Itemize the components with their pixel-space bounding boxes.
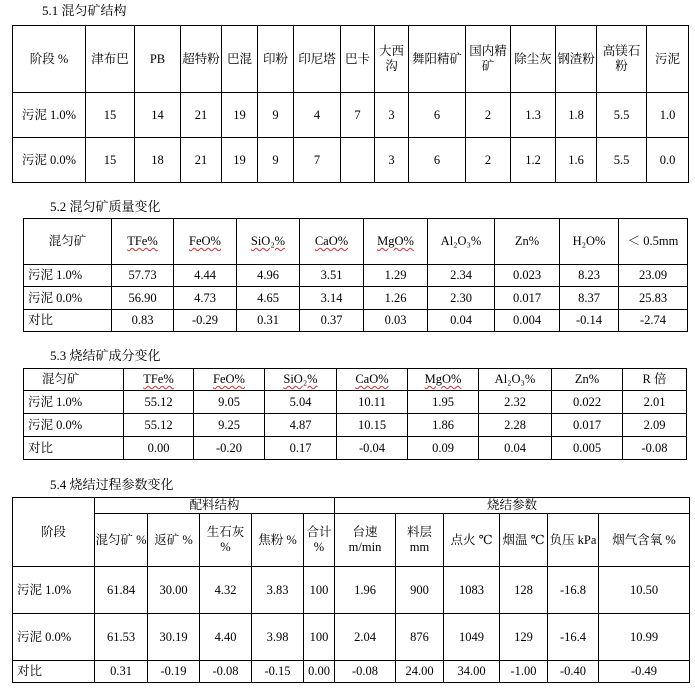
table-cell: -16.8	[548, 567, 599, 614]
header-cell: 合计 %	[304, 514, 335, 567]
header-cell: 阶段	[13, 498, 95, 567]
header-cell: 混匀矿 %	[95, 514, 148, 567]
section-title-5-4: 5.4 烧结过程参数变化	[50, 477, 174, 492]
header-cell: 巴混	[222, 26, 258, 93]
section-title-5-3: 5.3 烧结矿成分变化	[50, 348, 161, 363]
table-cell: -0.29	[174, 310, 237, 332]
table-blend-structure	[12, 25, 689, 183]
table-cell: 0.04	[428, 310, 495, 332]
row-label: 对比	[24, 437, 124, 460]
table-sinter-process	[12, 497, 690, 683]
table-cell: 2.34	[428, 265, 495, 287]
table-cell: 5.5	[597, 93, 647, 138]
header-cell: 印尼塔	[294, 26, 341, 93]
table-cell: 0.00	[304, 661, 335, 683]
table-row	[13, 614, 690, 661]
section-title-5-1: 5.1 混匀矿结构	[42, 3, 127, 18]
header-cell: SiO₂%	[237, 219, 300, 265]
table-cell: 2.04	[335, 614, 396, 661]
table-cell: 900	[396, 567, 444, 614]
table-row	[24, 287, 688, 310]
header-cell: 舞阳精矿	[409, 26, 466, 93]
table-cell: -0.19	[148, 661, 200, 683]
table-cell: 0.023	[495, 265, 560, 287]
table-cell: 18	[135, 138, 181, 183]
row-label: 污泥 0.0%	[13, 614, 95, 661]
header-cell: MgO%	[364, 219, 428, 265]
header-cell: 返矿 %	[148, 514, 200, 567]
table-cell: 0.005	[552, 437, 623, 460]
header-cell: 料层 mm	[396, 514, 444, 567]
table-cell: 0.17	[265, 437, 337, 460]
table-cell: 0.00	[124, 437, 194, 460]
table-cell: -1.00	[500, 661, 548, 683]
header-cell: 点火 ℃	[444, 514, 500, 567]
table-cell: 2.32	[479, 391, 552, 414]
header-cell: SiO₂%	[265, 369, 337, 391]
table-cell: 0.03	[364, 310, 428, 332]
header-cell: TFe%	[124, 369, 194, 391]
table-cell: 8.37	[560, 287, 619, 310]
table-header-row	[13, 26, 689, 93]
table-cell: 3.51	[300, 265, 364, 287]
header-cell: TFe%	[112, 219, 174, 265]
header-cell: 大西沟	[375, 26, 409, 93]
table-cell: 56.90	[112, 287, 174, 310]
header-cell: 负压 kPa	[548, 514, 599, 567]
table-cell: 0.37	[300, 310, 364, 332]
table-cell: -2.74	[619, 310, 688, 332]
table-cell: 9	[258, 93, 294, 138]
row-label: 污泥 1.0%	[13, 567, 95, 614]
header-cell: 烟气含氧 %	[599, 514, 690, 567]
table-cell: 0.31	[95, 661, 148, 683]
table-cell: 4.40	[200, 614, 252, 661]
table-row	[24, 437, 687, 460]
table-cell: 1.95	[408, 391, 479, 414]
table-cell: 19	[222, 138, 258, 183]
table-cell: 0.004	[495, 310, 560, 332]
table-cell: 1.2	[511, 138, 556, 183]
table-cell: 10.15	[337, 414, 408, 437]
table-cell: 8.23	[560, 265, 619, 287]
row-label: 对比	[24, 310, 112, 332]
table-cell: 61.53	[95, 614, 148, 661]
table-cell: 21	[181, 93, 222, 138]
table-cell: 0.0	[647, 138, 689, 183]
header-cell: PB	[135, 26, 181, 93]
table-cell: 19	[222, 93, 258, 138]
header-cell: MgO%	[408, 369, 479, 391]
table-cell: 128	[500, 567, 548, 614]
table-row	[24, 265, 688, 287]
table-cell: 1.96	[335, 567, 396, 614]
table-cell: -16.4	[548, 614, 599, 661]
table-cell: 30.19	[148, 614, 200, 661]
table-cell: 10.11	[337, 391, 408, 414]
table-cell: 9	[258, 138, 294, 183]
table-group-row	[13, 498, 690, 514]
header-cell: 烟温 ℃	[500, 514, 548, 567]
table-cell: 3	[375, 93, 409, 138]
table-cell: 5.5	[597, 138, 647, 183]
table-cell: 5.04	[265, 391, 337, 414]
table-header-row	[24, 369, 687, 391]
group-header-blend: 配料结构	[95, 498, 335, 514]
header-cell: 混匀矿	[24, 219, 112, 265]
table-cell: 3.98	[252, 614, 304, 661]
table-cell: 24.00	[396, 661, 444, 683]
table-cell: 876	[396, 614, 444, 661]
table-cell: 30.00	[148, 567, 200, 614]
header-cell: 混匀矿	[24, 369, 124, 391]
header-cell: 生石灰 %	[200, 514, 252, 567]
table-cell: 0.017	[495, 287, 560, 310]
table-cell: 1.3	[511, 93, 556, 138]
table-cell: 2.01	[623, 391, 687, 414]
table-cell: 1.8	[556, 93, 597, 138]
table-cell: 4.87	[265, 414, 337, 437]
table-cell: -0.14	[560, 310, 619, 332]
table-cell: 100	[304, 614, 335, 661]
table-blend-quality	[23, 218, 688, 332]
table-cell: 15	[86, 93, 135, 138]
table-cell: -0.08	[200, 661, 252, 683]
table-cell: 2	[466, 93, 511, 138]
table-cell: 0.04	[479, 437, 552, 460]
table-sinter-composition	[23, 368, 687, 460]
table-cell: 0.09	[408, 437, 479, 460]
header-cell: Zn%	[552, 369, 623, 391]
table-cell: 1.29	[364, 265, 428, 287]
table-cell: 1.86	[408, 414, 479, 437]
section-title-5-2: 5.2 混匀矿质量变化	[50, 199, 161, 214]
table-header-row	[24, 219, 688, 265]
row-label: 污泥 0.0%	[24, 414, 124, 437]
table-cell: 6	[409, 93, 466, 138]
table-cell: -0.08	[623, 437, 687, 460]
header-cell: 除尘灰	[511, 26, 556, 93]
table-cell: 4.73	[174, 287, 237, 310]
row-label: 对比	[13, 661, 95, 683]
table-cell: 129	[500, 614, 548, 661]
table-cell: 10.99	[599, 614, 690, 661]
header-cell: 阶段 %	[13, 26, 86, 93]
header-cell: Al₂O₃%	[479, 369, 552, 391]
table-cell: 1.6	[556, 138, 597, 183]
table-cell: 34.00	[444, 661, 500, 683]
table-cell: 4	[294, 93, 341, 138]
header-cell: FeO%	[174, 219, 237, 265]
table-cell: 1.26	[364, 287, 428, 310]
table-row	[24, 310, 688, 332]
table-cell: -0.15	[252, 661, 304, 683]
header-cell: 印粉	[258, 26, 294, 93]
table-header-row	[13, 514, 690, 567]
header-cell: 污泥	[647, 26, 689, 93]
table-cell: 2.30	[428, 287, 495, 310]
table-cell: 2.28	[479, 414, 552, 437]
group-header-sinter: 烧结参数	[335, 498, 690, 514]
table-cell: 1083	[444, 567, 500, 614]
table-cell: 21	[181, 138, 222, 183]
row-label: 污泥 1.0%	[13, 93, 86, 138]
table-cell: 2	[466, 138, 511, 183]
table-cell: 0.31	[237, 310, 300, 332]
header-cell: FeO%	[194, 369, 265, 391]
row-label: 污泥 0.0%	[13, 138, 86, 183]
table-cell: 0.83	[112, 310, 174, 332]
table-cell	[341, 138, 375, 183]
header-cell: 津布巴	[86, 26, 135, 93]
table-row	[13, 661, 690, 683]
table-cell: 9.05	[194, 391, 265, 414]
table-cell: 55.12	[124, 414, 194, 437]
table-cell: 6	[409, 138, 466, 183]
table-cell: -0.20	[194, 437, 265, 460]
table-cell: 23.09	[619, 265, 688, 287]
header-cell: 超特粉	[181, 26, 222, 93]
header-cell: 台速 m/min	[335, 514, 396, 567]
table-row	[13, 567, 690, 614]
table-cell: 7	[341, 93, 375, 138]
header-cell: 国内精矿	[466, 26, 511, 93]
header-cell: Zn%	[495, 219, 560, 265]
table-cell: 9.25	[194, 414, 265, 437]
table-row	[13, 93, 689, 138]
row-label: 污泥 1.0%	[24, 391, 124, 414]
row-label: 污泥 0.0%	[24, 287, 112, 310]
table-cell: 1.0	[647, 93, 689, 138]
table-cell: 4.65	[237, 287, 300, 310]
header-cell: CaO%	[337, 369, 408, 391]
header-cell: 钢渣粉	[556, 26, 597, 93]
table-cell: 4.96	[237, 265, 300, 287]
table-cell: -0.08	[335, 661, 396, 683]
table-cell: -0.04	[337, 437, 408, 460]
table-cell: -0.40	[548, 661, 599, 683]
table-row	[24, 414, 687, 437]
header-cell: 巴卡	[341, 26, 375, 93]
table-cell: 55.12	[124, 391, 194, 414]
table-cell: 3.83	[252, 567, 304, 614]
table-row	[13, 138, 689, 183]
header-cell: 焦粉 %	[252, 514, 304, 567]
table-cell: 15	[86, 138, 135, 183]
table-cell: 1049	[444, 614, 500, 661]
header-cell: Al₂O₃%	[428, 219, 495, 265]
table-cell: 61.84	[95, 567, 148, 614]
table-cell: 3.14	[300, 287, 364, 310]
header-cell: H₂O%	[560, 219, 619, 265]
table-cell: 25.83	[619, 287, 688, 310]
table-cell: 57.73	[112, 265, 174, 287]
table-cell: 0.017	[552, 414, 623, 437]
table-cell: 4.32	[200, 567, 252, 614]
table-cell: 14	[135, 93, 181, 138]
table-cell: 100	[304, 567, 335, 614]
table-cell: 2.09	[623, 414, 687, 437]
header-cell: R 倍	[623, 369, 687, 391]
header-cell: ＜ 0.5mm	[619, 219, 688, 265]
table-cell: 3	[375, 138, 409, 183]
header-cell: 高镁石粉	[597, 26, 647, 93]
row-label: 污泥 1.0%	[24, 265, 112, 287]
table-cell: -0.49	[599, 661, 690, 683]
table-cell: 0.022	[552, 391, 623, 414]
header-cell: CaO%	[300, 219, 364, 265]
table-cell: 7	[294, 138, 341, 183]
table-row	[24, 391, 687, 414]
table-cell: 10.50	[599, 567, 690, 614]
table-cell: 4.44	[174, 265, 237, 287]
